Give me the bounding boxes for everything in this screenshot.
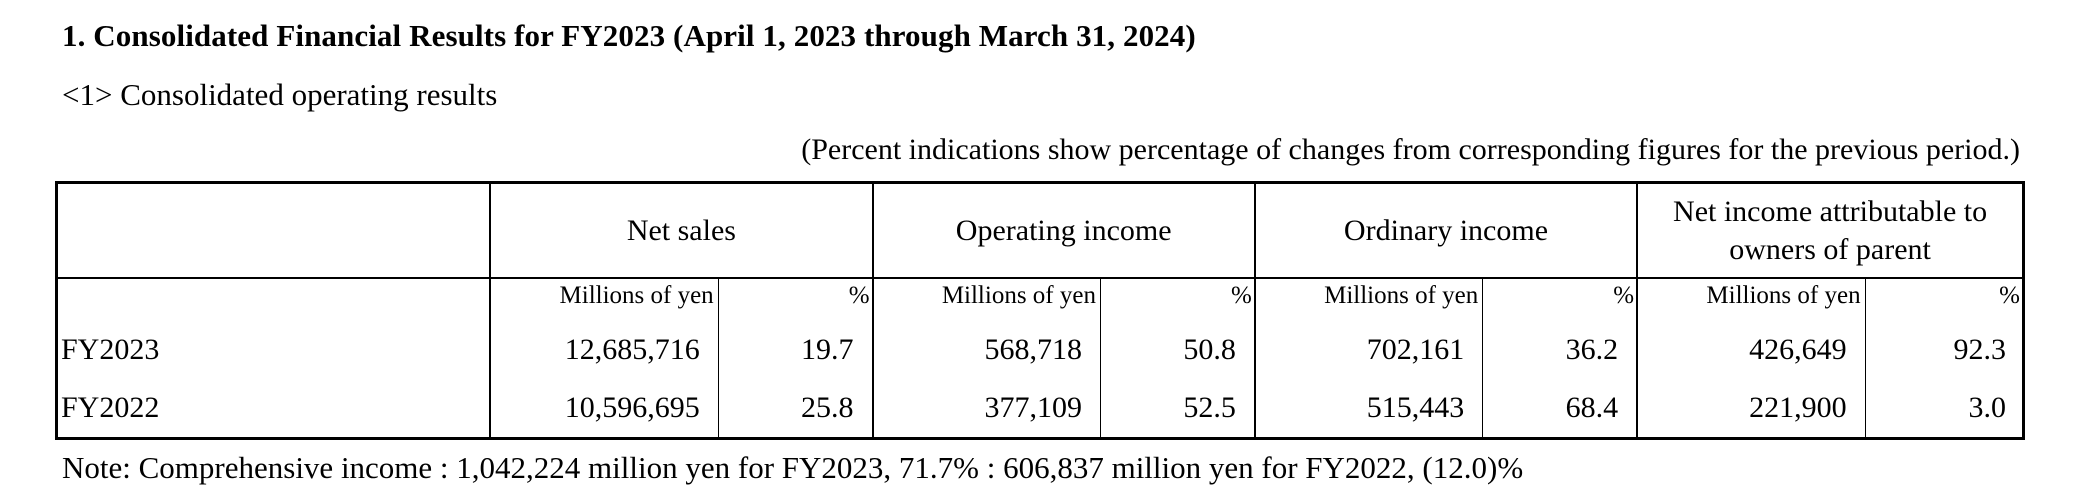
header-net-sales: Net sales — [490, 183, 872, 279]
table-unit-row — [57, 278, 2024, 321]
operating-results-table — [55, 181, 2025, 440]
unit-cell: Millions of yen — [873, 278, 1101, 321]
unit-pct-cell: % — [718, 278, 872, 321]
pct-cell: 92.3 — [1953, 333, 2006, 366]
pct-cell: 52.5 — [1100, 379, 1254, 439]
pct-cell: 3.0 — [1968, 391, 2006, 424]
table-row-fy2023 — [57, 321, 2024, 379]
pct-cell: 68.4 — [1483, 379, 1637, 439]
value-cell: 568,718 — [873, 321, 1101, 379]
unit-pct-cell: % — [1100, 278, 1254, 321]
unit-pct-cell: % — [1483, 278, 1637, 321]
table-row-fy2022 — [57, 379, 2024, 439]
header-net-income-line2: owners of parent — [1729, 232, 1931, 266]
value-cell: 221,900 — [1637, 379, 1865, 439]
row-label: FY2022 — [57, 379, 491, 439]
header-blank-cell — [57, 183, 491, 279]
header-net-income-line1: Net income attributable to — [1673, 195, 1988, 228]
row-label: FY2023 — [57, 321, 491, 379]
unit-cell: Millions of yen — [1637, 278, 1865, 321]
value-cell: 12,685,716 — [490, 321, 718, 379]
unit-cell: Millions of yen — [1255, 278, 1483, 321]
value-cell: 377,109 — [873, 379, 1101, 439]
value-cell: 702,161 — [1255, 321, 1483, 379]
pct-cell: 36.2 — [1483, 321, 1637, 379]
unit-blank-cell — [57, 278, 491, 321]
header-net-income — [1637, 183, 2023, 279]
unit-cell: Millions of yen — [490, 278, 718, 321]
pct-cell: 19.7 — [718, 321, 872, 379]
percent-note: (Percent indications show percentage of changes from corresponding figures for the previous period.) — [801, 133, 2020, 166]
value-cell: 426,649 — [1637, 321, 1865, 379]
value-cell: 10,596,695 — [490, 379, 718, 439]
pct-cell: 50.8 — [1100, 321, 1254, 379]
value-cell: 515,443 — [1255, 379, 1483, 439]
page-title: 1. Consolidated Financial Results for FY2023 (April 1, 2023 through March 31, 2024) — [62, 18, 1196, 53]
unit-pct-cell: % — [1865, 278, 2023, 321]
header-operating-income: Operating income — [873, 183, 1255, 279]
pct-cell: 25.8 — [718, 379, 872, 439]
header-ordinary-income: Ordinary income — [1255, 183, 1637, 279]
section-subtitle: <1> Consolidated operating results — [62, 77, 498, 112]
comprehensive-income-note: Note: Comprehensive income : 1,042,224 million yen for FY2023, 71.7% : 606,837 million yen for FY2022, (12.0)% — [62, 450, 1524, 485]
table-header-row — [57, 183, 2024, 279]
